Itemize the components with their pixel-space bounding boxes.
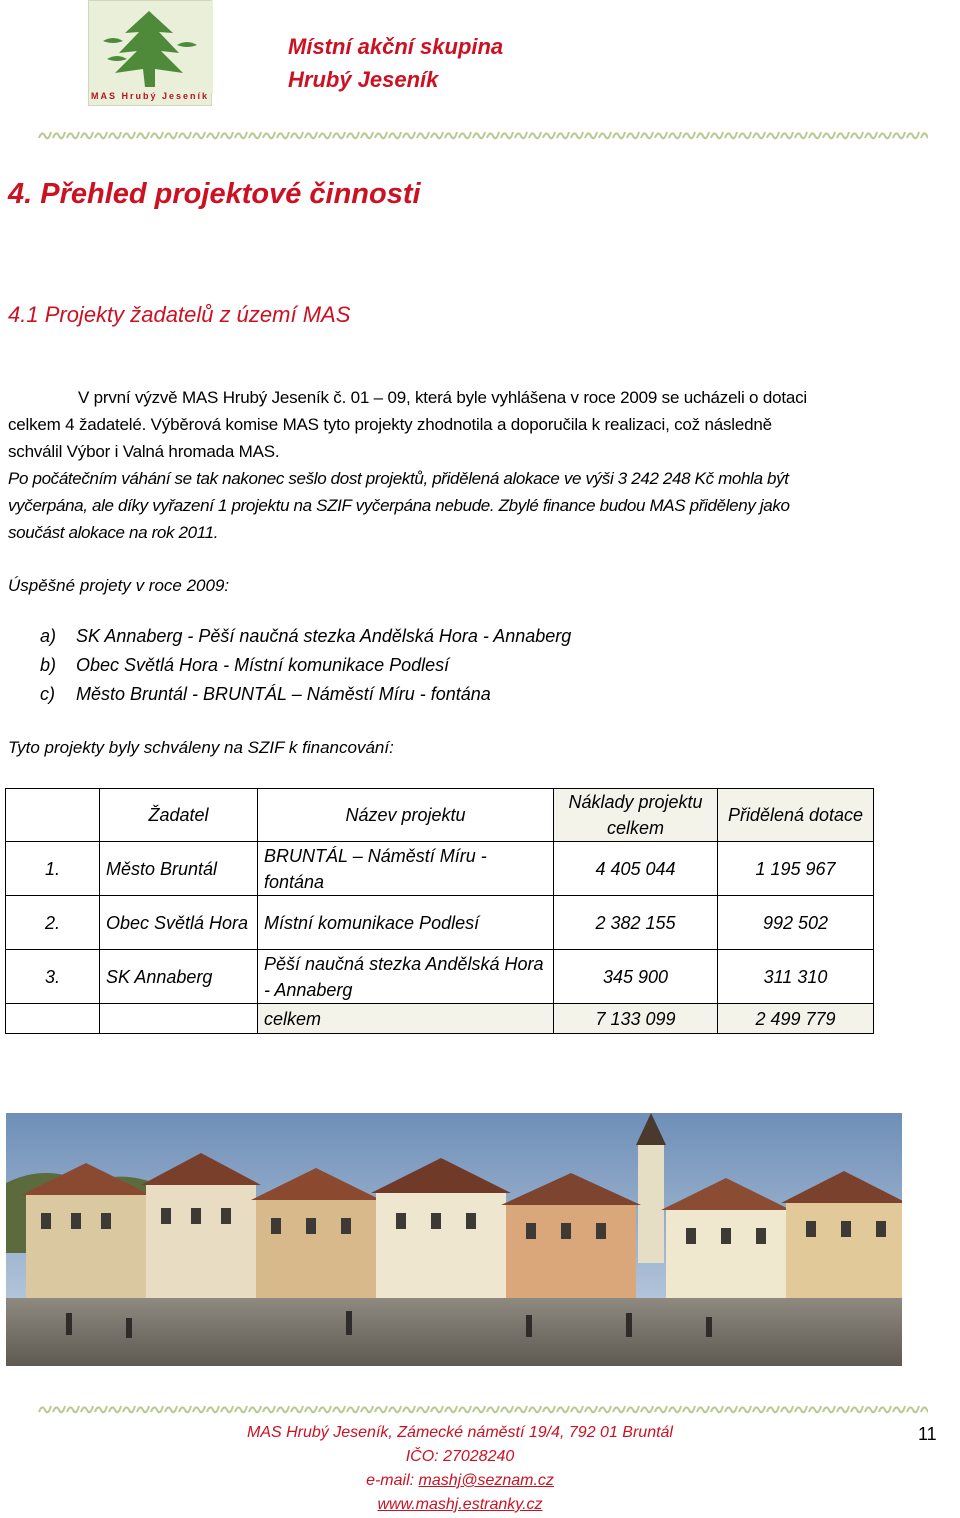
row-project: Pěší naučná stezka Andělská Hora - Annaberg [258, 950, 554, 1004]
page-number: 11 [918, 1424, 937, 1444]
header-cell-number [6, 789, 100, 842]
row-grant: 311 310 [718, 950, 874, 1004]
footer [0, 1421, 960, 1517]
project-list [40, 622, 571, 709]
row-project: BRUNTÁL – Náměstí Míru - fontána [258, 842, 554, 896]
row-applicant: SK Annaberg [100, 950, 258, 1004]
row-cost: 2 382 155 [554, 896, 718, 950]
row-project: Místní komunikace Podlesí [258, 896, 554, 950]
footer-email-link[interactable]: mashj@seznam.cz [418, 1472, 554, 1489]
tree-icon [89, 1, 213, 93]
list-item [40, 622, 571, 651]
row-applicant: Město Bruntál [100, 842, 258, 896]
intro-line-3: schválil Výbor i Valná hromada MAS. [8, 442, 280, 461]
allocation-line-1: Po počátečním váhání se tak nakonec sešlo dost projektů, přidělená alokace ve výši 3 242 248 Kč mohla být [8, 469, 789, 488]
header-cell-grant: Přidělená dotace [718, 789, 874, 842]
approved-heading: Tyto projekty byly schváleny na SZIF k financování: [8, 738, 394, 757]
logo-caption: MAS Hrubý Jeseník [90, 91, 210, 101]
header-cell-project: Název projektu [258, 789, 554, 842]
table-header-row [6, 789, 874, 842]
footer-email-row [0, 1469, 940, 1493]
intro-paragraph [8, 384, 958, 465]
list-item-text: Obec Světlá Hora - Místní komunikace Podlesí [76, 655, 450, 675]
table-row [6, 896, 874, 950]
table-row [6, 950, 874, 1004]
total-label: celkem [258, 1004, 554, 1034]
decorative-border-top [38, 130, 928, 140]
total-grant: 2 499 779 [718, 1004, 874, 1034]
org-name [288, 30, 503, 96]
list-item [40, 651, 571, 680]
decorative-border-bottom [38, 1404, 928, 1414]
list-item [40, 680, 571, 709]
total-empty-cell [100, 1004, 258, 1034]
table-total-row [6, 1004, 874, 1034]
list-marker: b) [40, 655, 57, 675]
row-number: 3. [6, 950, 100, 1004]
total-cost: 7 133 099 [554, 1004, 718, 1034]
row-number: 2. [6, 896, 100, 950]
footer-ico: IČO: 27028240 [405, 1448, 515, 1465]
footer-email-label: e-mail: [366, 1472, 419, 1489]
projects-table [5, 788, 874, 1034]
list-item-text: SK Annaberg - Pěší naučná stezka Andělská Hora - Annaberg [76, 626, 572, 646]
total-empty-cell [6, 1004, 100, 1034]
table-row [6, 842, 874, 896]
row-cost: 345 900 [554, 950, 718, 1004]
org-name-line1: Místní akční skupina [288, 34, 504, 59]
list-marker: c) [40, 684, 55, 704]
intro-line-1: V první výzvě MAS Hrubý Jeseník č. 01 – 09, která byle vyhlášena v roce 2009 se ucházeli o dotaci [78, 388, 807, 407]
allocation-line-2: vyčerpána, ale díky vyřazení 1 projektu na SZIF vyčerpána nebude. Zbylé finance budou MAS přiděleny jako [8, 496, 790, 515]
mas-logo [88, 0, 212, 106]
header-cell-applicant: Žadatel [100, 789, 258, 842]
row-grant: 1 195 967 [718, 842, 874, 896]
success-heading: Úspěšné projety v roce 2009: [8, 576, 230, 595]
town-square-photo [6, 1113, 902, 1366]
allocation-paragraph [8, 465, 958, 546]
org-name-line2: Hrubý Jeseník [288, 67, 439, 92]
row-applicant: Obec Světlá Hora [100, 896, 258, 950]
row-cost: 4 405 044 [554, 842, 718, 896]
footer-address: MAS Hrubý Jeseník, Zámecké náměstí 19/4, 792 01 Bruntál [247, 1424, 673, 1441]
header-cell-cost: Náklady projektu celkem [554, 789, 718, 842]
section-subtitle: 4.1 Projekty žadatelů z území MAS [8, 302, 351, 327]
intro-line-2: celkem 4 žadatelé. Výběrová komise MAS tyto projekty zhodnotila a doporučila k realizaci, což následně [8, 415, 772, 434]
row-number: 1. [6, 842, 100, 896]
row-grant: 992 502 [718, 896, 874, 950]
list-marker: a) [40, 626, 57, 646]
footer-web-link[interactable]: www.mashj.estranky.cz [377, 1496, 543, 1513]
footer-web-row [0, 1493, 940, 1517]
list-item-text: Město Bruntál - BRUNTÁL – Náměstí Míru - fontána [76, 684, 491, 704]
section-title: 4. Přehled projektové činnosti [8, 178, 421, 210]
allocation-line-3: součást alokace na rok 2011. [8, 523, 219, 542]
